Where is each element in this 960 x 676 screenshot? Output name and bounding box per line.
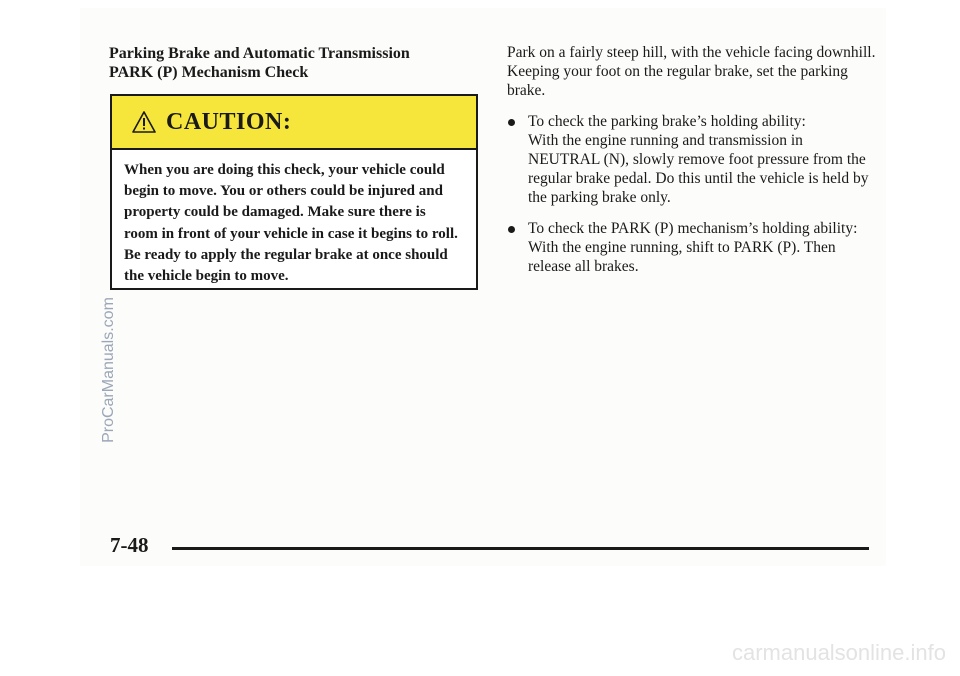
bullet-lead: To check the parking brake’s holding ability:	[528, 113, 806, 130]
bullet-icon	[508, 226, 515, 233]
right-column	[507, 43, 877, 276]
page-number: 7-48	[110, 533, 149, 557]
bullet-text: With the engine running, shift to PARK (P). Then release all brakes.	[528, 239, 836, 275]
bullet-icon	[508, 119, 515, 126]
heading-line-1: Parking Brake and Automatic Transmission	[109, 45, 410, 62]
watermark-vertical: ProCarManuals.com	[100, 297, 117, 443]
list-item	[507, 112, 877, 207]
heading-line-2: PARK (P) Mechanism Check	[109, 64, 309, 81]
caution-box	[110, 94, 478, 290]
warning-triangle-icon	[132, 111, 156, 133]
bullet-text: With the engine running and transmission in NEUTRAL (N), slowly remove foot pressure from the regular brake pedal. Do this until the vehicle is held by the parking brake only.	[528, 132, 869, 206]
intro-paragraph: Park on a fairly steep hill, with the vehicle facing downhill. Keeping your foot on the regular brake, set the parking brake.	[507, 44, 876, 99]
section-heading	[109, 44, 469, 82]
list-item	[507, 219, 877, 276]
caution-header	[112, 96, 476, 150]
bullet-lead: To check the PARK (P) mechanism’s holding ability:	[528, 220, 858, 237]
watermark-bottom: carmanualsonline.info	[731, 640, 946, 665]
caution-title: CAUTION:	[166, 108, 292, 135]
footer-rule	[172, 547, 869, 550]
caution-text: When you are doing this check, your vehicle could begin to move. You or others could be injured and property could be damaged. Make sure there is room in front of your vehicle in case it begins to roll. Be ready to apply the regular brake at once should the vehicle begin to move.	[124, 162, 458, 285]
